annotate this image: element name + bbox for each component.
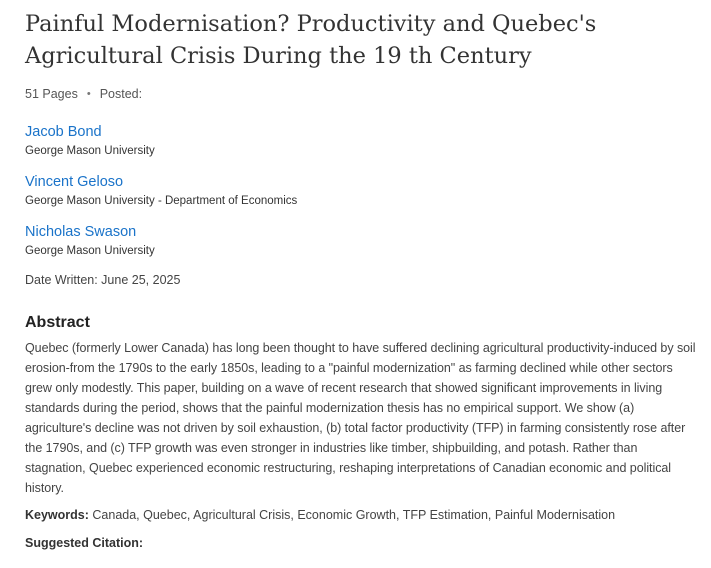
author-item [25,223,697,259]
author-item [25,123,697,159]
author-affiliation: George Mason University [25,245,155,257]
keywords-row [25,505,697,525]
paper-title: Painful Modernisation? Productivity and Quebec's Agricultural Crisis During the 19 th Century [25,11,597,69]
suggested-citation-label: Suggested Citation: [25,536,144,550]
abstract-heading: Abstract [25,314,90,331]
posted-label: Posted: [99,87,143,101]
keywords-list: Canada, Quebec, Agricultural Crisis, Economic Growth, TFP Estimation, Painful Modernisation [92,508,616,522]
date-written: Date Written: June 25, 2025 [25,273,181,287]
author-affiliation: George Mason University - Department of Economics [25,195,298,207]
author-link-vincent-geloso[interactable]: Vincent Geloso [25,174,124,190]
page-count: 51 Pages [25,87,78,101]
separator-dot-icon: • [86,88,91,100]
author-item [25,173,697,209]
author-list [25,123,697,259]
keywords-label: Keywords: [25,508,89,522]
abstract-text: Quebec (formerly Lower Canada) has long been thought to have suffered declining agricultural productivity-induced by soil erosion-from the 1790s to the early 1850s, leading to a "painful modernization" as farming declined while other sectors grew only modestly. This paper, building on a wave of recent research that showed significant improvements in living standards during the period, shows that the painful modernization thesis has no empirical support. We show (a) agriculture's decline was not driven by soil exhaustion, (b) total factor productivity (TFP) in farming consistently rose after the 1790s, and (c) TFP growth was even stronger in industries like timber, shipbuilding, and potash. Rather than stagnation, Quebec experienced economic restructuring, reshaping interpretations of Canadian economic and political history. [25,341,696,495]
paper-meta [25,87,697,101]
author-affiliation: George Mason University [25,145,155,157]
author-link-jacob-bond[interactable]: Jacob Bond [25,124,102,140]
author-link-nicholas-swason[interactable]: Nicholas Swason [25,224,137,240]
